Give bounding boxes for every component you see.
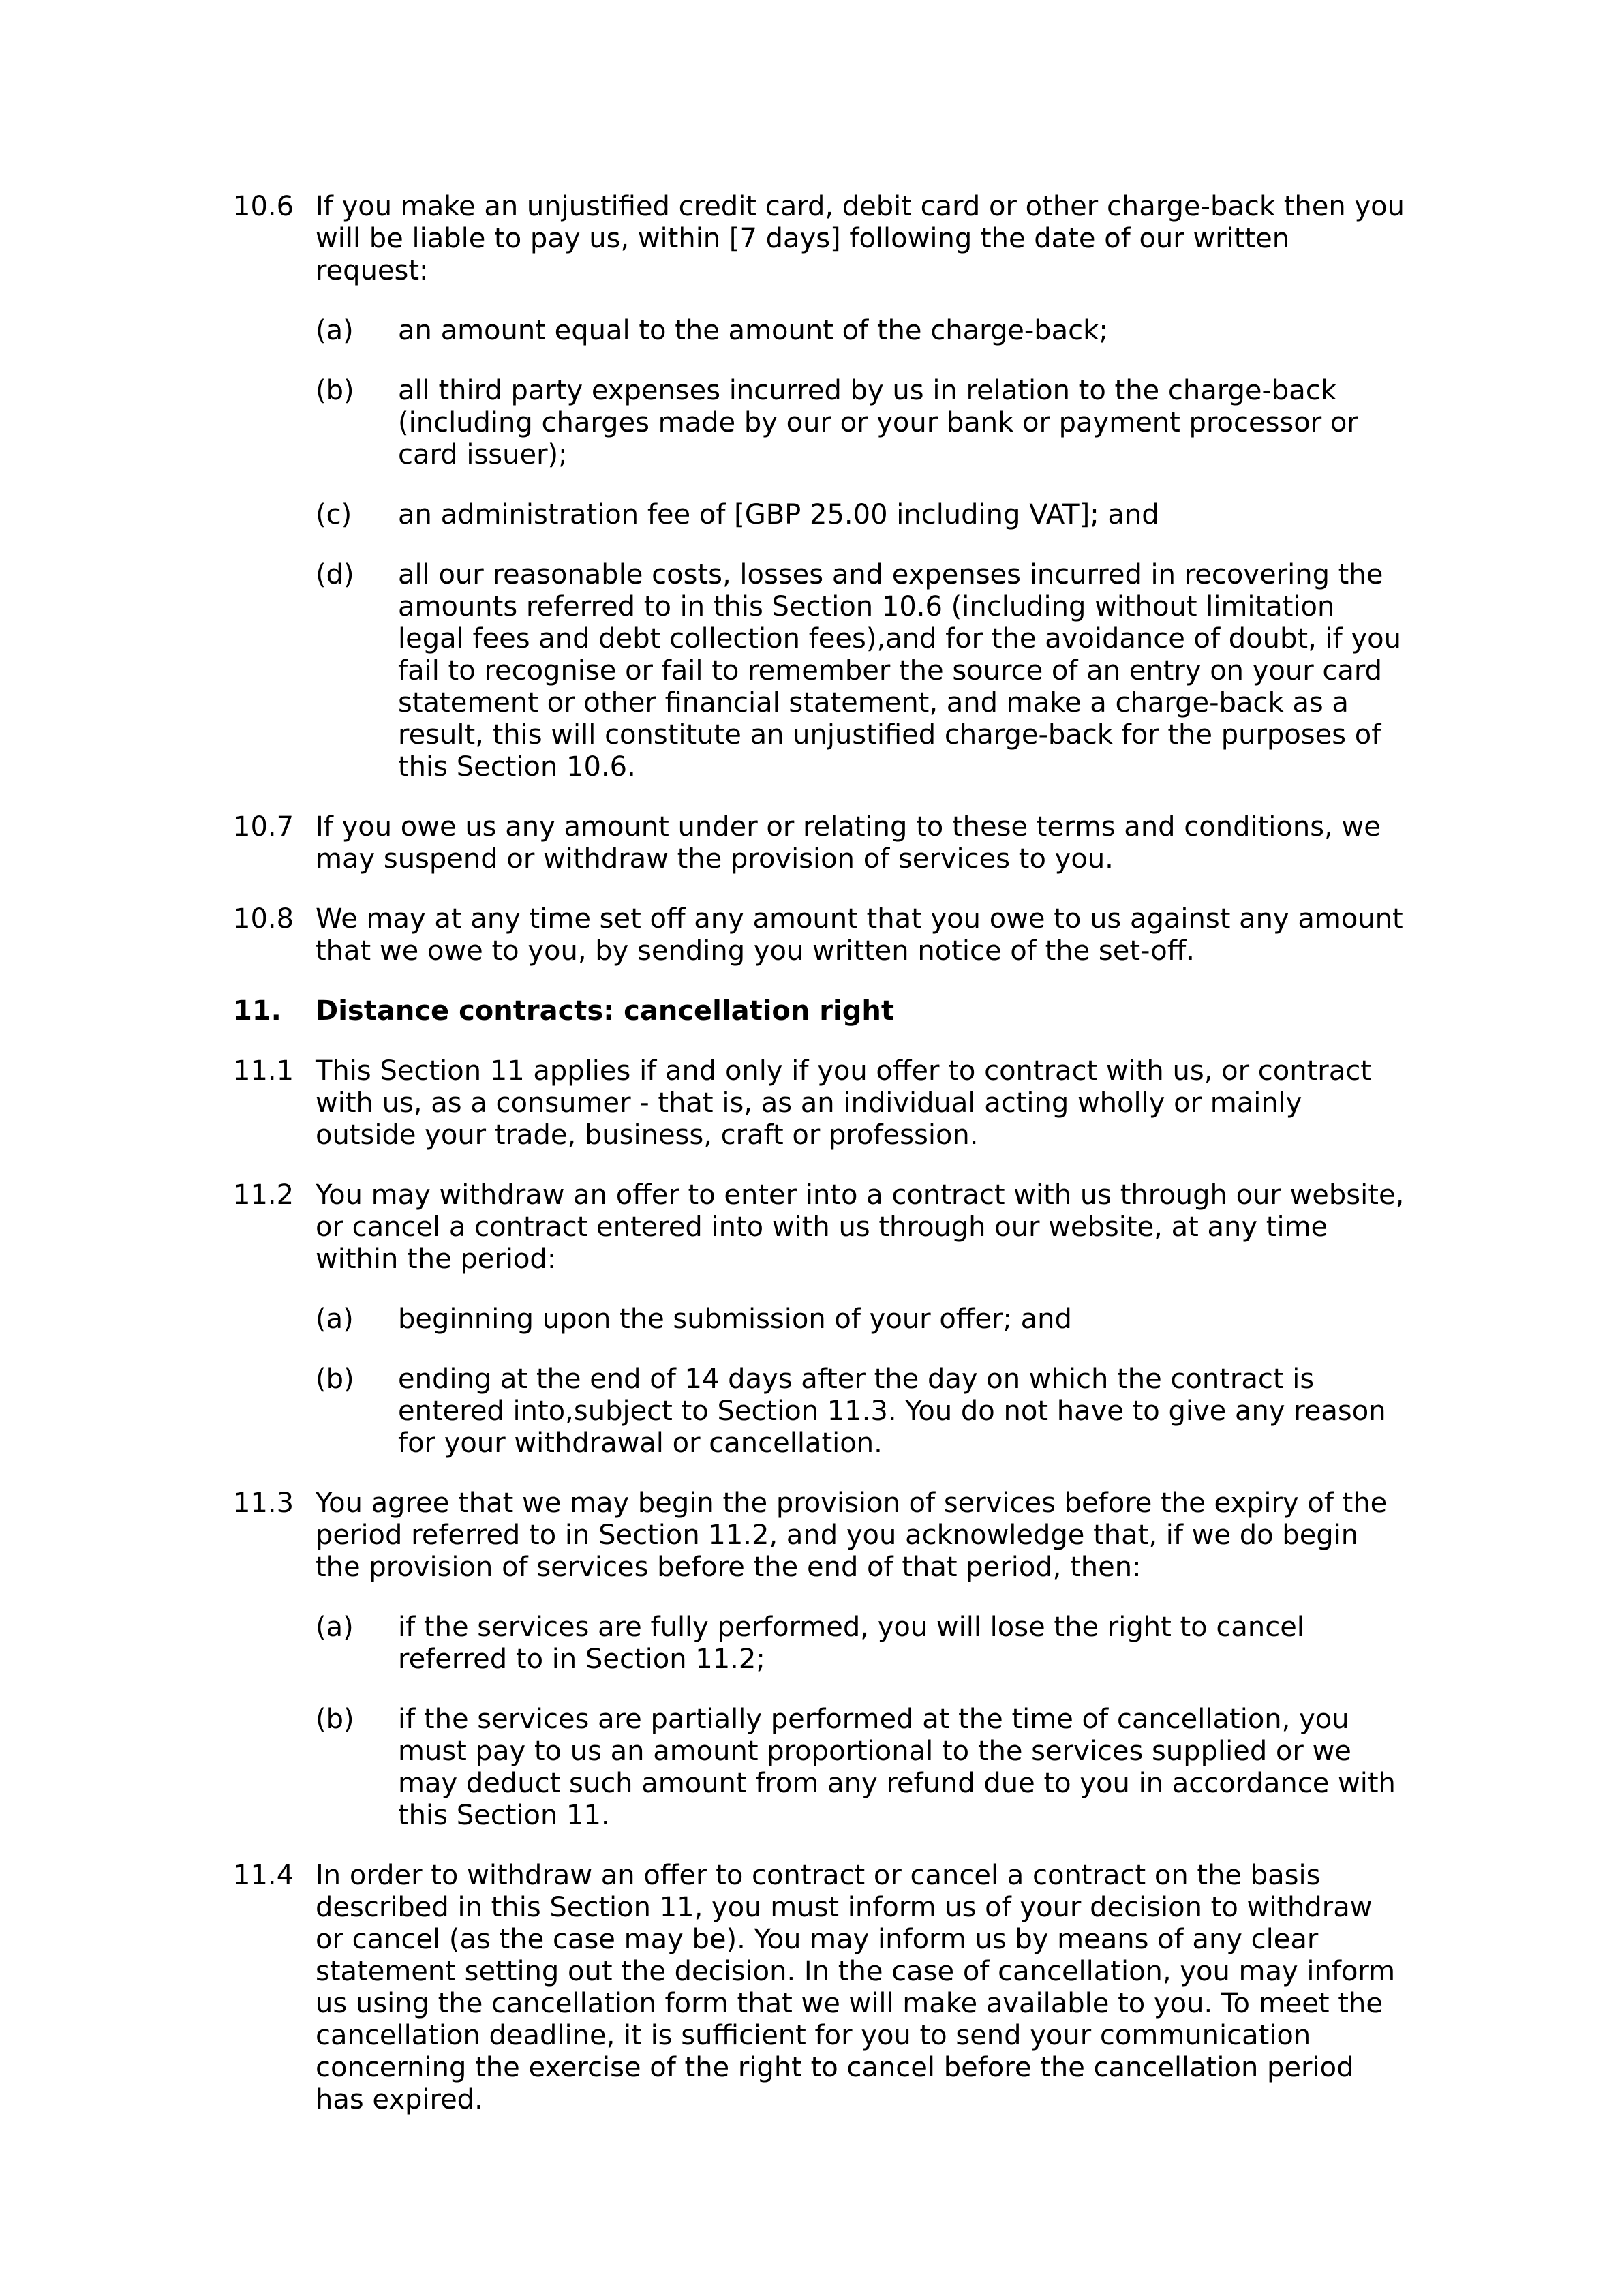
subclause-number: (b) (316, 1704, 354, 1735)
subclause-10-6-b (233, 375, 1405, 471)
subclause-number: (d) (316, 559, 354, 590)
section-heading-11 (233, 995, 1405, 1027)
subclause-11-2-a (233, 1303, 1405, 1335)
clause-text: If you make an unjustified credit card, debit card or other charge-back then you will be liable to pay us, within [7 days] following the date of our written request: (316, 191, 1405, 286)
clause-10-6 (233, 191, 1405, 287)
subclause-number: (b) (316, 1363, 354, 1395)
section-title: Distance contracts: cancellation right (316, 995, 894, 1027)
subclause-number: (c) (316, 499, 352, 530)
subclause-text: all third party expenses incurred by us in relation to the charge-back (including charges made by our or your bank or payment processor or card issuer); (398, 375, 1358, 470)
subclause-text: all our reasonable costs, losses and expenses incurred in recovering the amounts referred to in this Section 10.6 (including without limitation legal fees and debt collection fees),and for the avoidance of doubt, if you fail to recognise or fail to remember the source of an entry on your card statement or other financial statement, and make a charge-back as a result, this will constitute an unjustified charge-back for the purposes of this Section 10.6. (398, 559, 1401, 783)
clause-text: You agree that we may begin the provision of services before the expiry of the period referred to in Section 11.2, and you acknowledge that, if we do begin the provision of services before the end of that period, then: (316, 1487, 1388, 1583)
subclause-text: ending at the end of 14 days after the day on which the contract is entered into,subject to Section 11.3. You do not have to give any reason for your withdrawal or cancellation. (398, 1363, 1386, 1459)
subclause-number: (a) (316, 1303, 354, 1335)
subclause-text: an administration fee of [GBP 25.00 including VAT]; and (398, 499, 1159, 530)
clause-text: We may at any time set off any amount that you owe to us against any amount that we owe to you, by sending you written notice of the set-off. (316, 903, 1403, 967)
clause-text: If you owe us any amount under or relating to these terms and conditions, we may suspend or withdraw the provision of services to you. (316, 811, 1381, 875)
document-body (233, 191, 1405, 2144)
subclause-10-6-a (233, 315, 1405, 347)
clause-10-8 (233, 903, 1405, 967)
clause-number: 11.3 (233, 1487, 294, 1519)
clause-11-1 (233, 1055, 1405, 1151)
clause-11-2 (233, 1179, 1405, 1275)
subclause-text: if the services are partially performed at the time of cancellation, you must pay to us an amount proportional to the services supplied or we may deduct such amount from any refund due to you in accordance with this Section 11. (398, 1704, 1396, 1831)
clause-text: You may withdraw an offer to enter into a contract with us through our website, or cancel a contract entered into with us through our website, at any time within the period: (316, 1179, 1405, 1275)
subclause-11-3-b (233, 1704, 1405, 1832)
clause-number: 11.1 (233, 1055, 294, 1087)
subclause-text: beginning upon the submission of your offer; and (398, 1303, 1072, 1335)
subclause-number: (b) (316, 375, 354, 406)
clause-11-3 (233, 1487, 1405, 1584)
subclause-11-2-b (233, 1363, 1405, 1460)
subclause-text: an amount equal to the amount of the charge-back; (398, 315, 1108, 346)
clause-number: 10.6 (233, 191, 294, 222)
clause-text: This Section 11 applies if and only if you offer to contract with us, or contract with us, as a consumer - that is, as an individual acting wholly or mainly outside your trade, business, craft or profession. (316, 1055, 1371, 1151)
clause-number: 11.2 (233, 1179, 294, 1211)
clause-text: In order to withdraw an offer to contract or cancel a contract on the basis described in this Section 11, you must inform us of your decision to withdraw or cancel (as the case may be). You may inform us by means of any clear statement setting out the decision. In the case of cancellation, you may inform us using the cancellation form that we will make available to you. To meet the cancellation deadline, it is sufficient for you to send your communication concerning the exercise of the right to cancel before the cancellation period has expired. (316, 1860, 1396, 2115)
subclause-number: (a) (316, 315, 354, 346)
subclause-text: if the services are fully performed, you will lose the right to cancel referred to in Section 11.2; (398, 1612, 1304, 1675)
clause-11-4 (233, 1860, 1405, 2116)
subclause-number: (a) (316, 1612, 354, 1643)
clause-10-7 (233, 811, 1405, 875)
subclause-11-3-a (233, 1612, 1405, 1676)
subclause-10-6-c (233, 499, 1405, 531)
clause-number: 10.7 (233, 811, 294, 843)
clause-number: 10.8 (233, 903, 294, 935)
clause-number: 11.4 (233, 1860, 294, 1891)
subclause-10-6-d (233, 559, 1405, 783)
section-number: 11. (233, 995, 281, 1027)
